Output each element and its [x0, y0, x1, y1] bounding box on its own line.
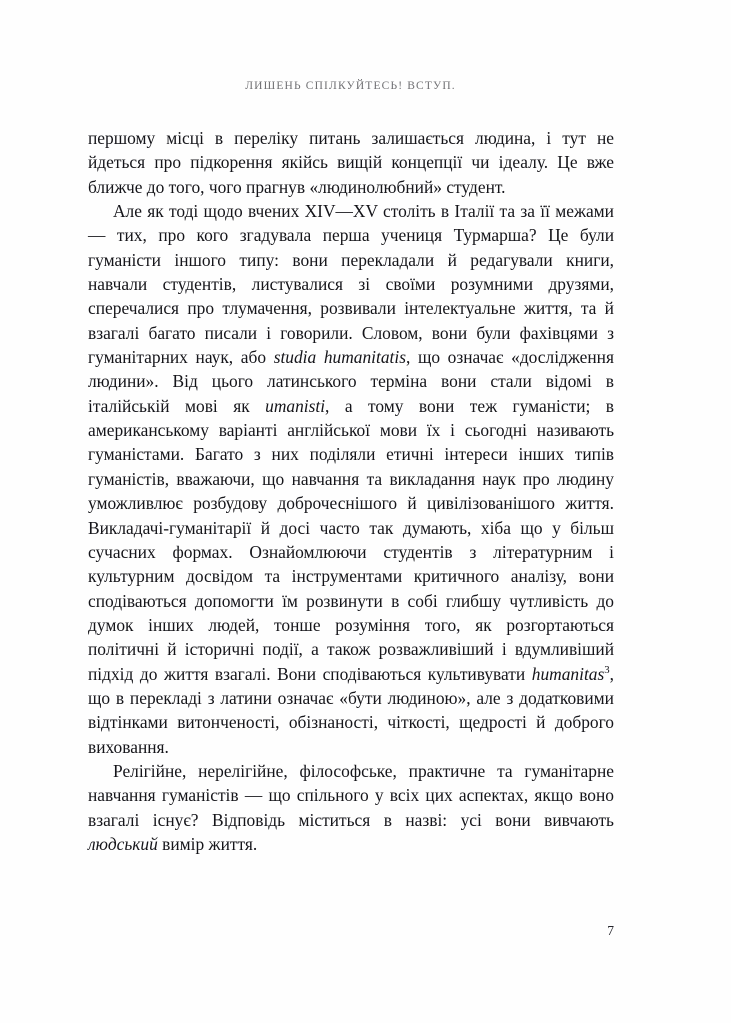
running-head: ЛИШЕНЬ СПІЛКУЙТЕСЬ! ВСТУП.: [245, 80, 456, 92]
italic-term: studia humanitatis: [273, 347, 406, 368]
italic-term: umanisti: [265, 395, 326, 416]
page-number: 7: [607, 923, 614, 938]
text-run: , що означає «дослідження людини». Від цього латинського терміна вони стали відомі в італійській мові як: [88, 347, 614, 416]
text-run: , що в перекладі з латини означає «бути людиною», але з додатковими відтінками витонченості, обізнаності, чіткості, щедрості й доброго виховання.: [88, 663, 614, 757]
italic-term: людський: [88, 833, 158, 854]
text-run: першому місці в переліку питань залишається людина, і тут не йдеться про підкорення якійсь вищій концепції чи ідеалу. Це вже ближче до того, чого прагнув «людинолюбний» студент.: [88, 128, 614, 197]
paragraph: [88, 199, 614, 759]
text-run: вимір життя.: [157, 833, 258, 854]
italic-term: humanitas: [531, 663, 605, 684]
text-run: , а тому вони теж гуманісти; в американському варіанті англійської мови їх і сьогодні називають гуманістами. Багато з них поділяли етичні інтереси інших типів гуманістів, вважаючи, що навчання та викладання наук про людину уможливлює розбудову доброчеснішого й цивілізованішого життя. Викладачі-гуманітарії й досі часто так думають, хіба що у більш сучасних формах. Ознайомлюючи студентів з літературним і культурним досвідом та інструментами критичного аналізу, вони сподіваються допомогти їм розвинути в собі глибшу чутливість до думок інших людей, тонше розуміння того, як розгортаються політичні й історичні події, а також розважливіший і вдумливіший підхід до життя взагалі. Вони сподіваються культивувати: [88, 395, 614, 684]
footnote-marker[interactable]: 3: [604, 663, 610, 676]
text-run: Але як тоді щодо вчених XIV—XV століть в Італії та за її межами — тих, про кого згадувала перша учениця Турмарша? Це були гуманісти іншого типу: вони перекладали й редагували книги, навчали студентів, листувалися зі своїми розумними друзями, сперечалися про тлумачення, розвивали інтелектуальне життя, та й взагалі багато писали і говорили. Словом, вони були фахівцями з гуманітарних наук, або: [88, 201, 614, 368]
body-text-block: [88, 126, 614, 856]
paragraph: [88, 759, 614, 856]
text-run: Релігійне, нерелігійне, філософське, практичне та гуманітарне навчання гуманістів — що спільного у всіх цих аспектах, якщо воно взагалі існує? Відповідь міститься в назві: усі вони вивчають: [88, 760, 614, 830]
paragraph: [88, 126, 614, 199]
